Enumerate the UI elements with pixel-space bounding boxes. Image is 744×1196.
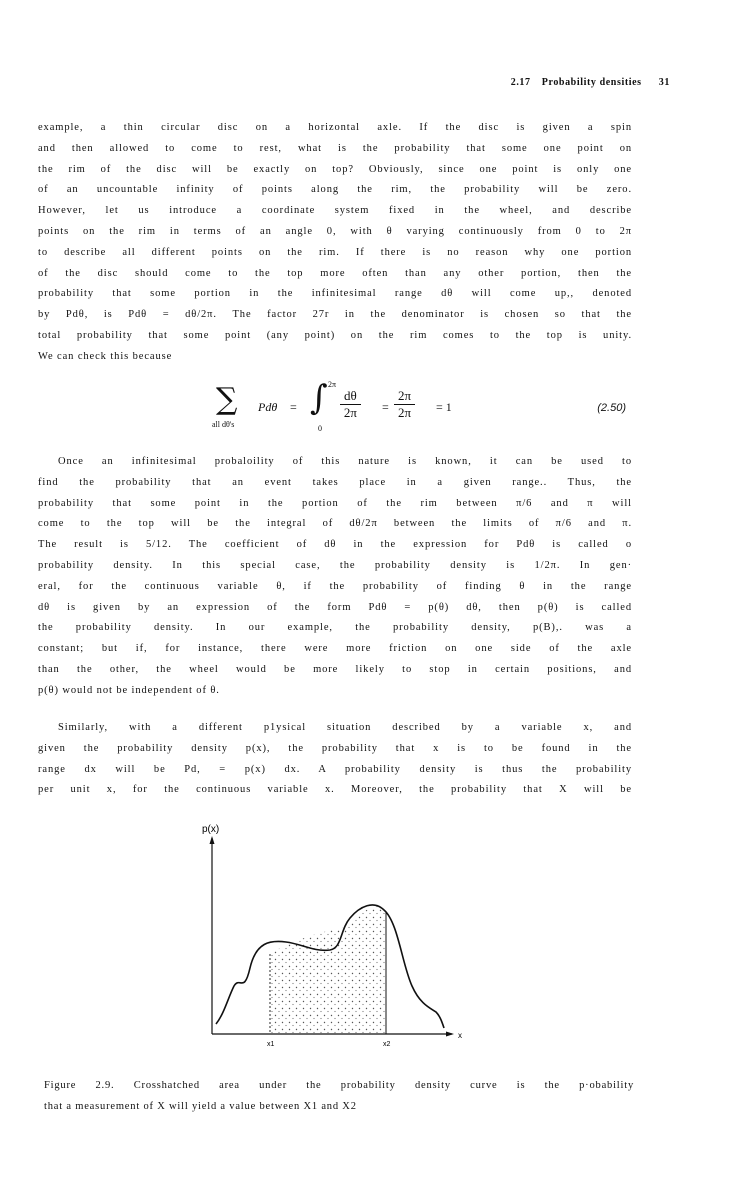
text-line: p(θ) would not be independent of θ. xyxy=(38,684,220,696)
text-line: given the probability density p(x), the probability that x is to be found in the xyxy=(38,742,632,754)
equals-one: = 1 xyxy=(436,400,452,414)
text-line: by Pdθ, is Pdθ = dθ/2π. The factor 27r in the denominator is chosen so that the xyxy=(38,309,632,321)
text-line: the probability density. In our example, the probability density, p(B),. was a xyxy=(38,622,632,634)
text-line: the rim of the disc will be exactly on top? Obviously, since one point is only one xyxy=(38,163,632,175)
equation-2-50 xyxy=(200,380,640,440)
text-line: and then allowed to come to rest, what is the probability that some one point on xyxy=(38,142,632,154)
equals-sign: = xyxy=(290,400,297,414)
page-number: 31 xyxy=(658,77,670,88)
integral-sign: ∫ xyxy=(310,378,328,418)
fraction-dtheta-over-2pi xyxy=(340,388,361,421)
summation-sign: ∑ xyxy=(216,382,238,417)
text-line: We can check this because xyxy=(38,350,173,362)
fraction-2pi-over-2pi xyxy=(394,388,415,421)
text-line: than the other, the wheel would be more likely to stop in certain positions, and xyxy=(38,663,632,675)
probability-density-figure xyxy=(190,818,480,1058)
caption-line: Figure 2.9. Crosshatched area under the probability density curve is the p·obability xyxy=(44,1080,634,1091)
text-line: probability that some portion in the infinitesimal range dθ will come up,, denoted xyxy=(38,288,632,300)
equation-number: (2.50) xyxy=(597,402,626,414)
shaded-area xyxy=(270,906,386,1034)
x-axis-arrowhead xyxy=(446,1032,454,1037)
text-line: of an uncountable infinity of points along the rim, the probability will be zero. xyxy=(38,184,632,196)
text-line: Similarly, with a different p1ysical situation described by a variable x, and xyxy=(58,722,632,733)
x-axis-label: x xyxy=(458,1031,462,1040)
paragraph-probability-density xyxy=(38,452,632,702)
text-line: of the disc should come to the top more often than any other portion, then the xyxy=(38,267,632,279)
text-line: constant; but if, for instance, there were more friction on one side of the axle xyxy=(38,643,632,655)
integral-upper-limit: 2π xyxy=(328,380,337,389)
running-head xyxy=(360,77,670,88)
section-number: 2.17 xyxy=(510,77,531,88)
lhs-term: Pdθ xyxy=(258,400,278,414)
text-line: However, let us introduce a coordinate system fixed in the wheel, and describe xyxy=(38,205,632,217)
fraction-denominator: 2π xyxy=(343,405,357,420)
section-title: Probability densities xyxy=(541,77,642,88)
text-line: eral, for the continuous variable θ, if the probability of finding θ in the range xyxy=(38,580,632,592)
text-line: to describe all different points on the rim. If there is no reason why one portion xyxy=(38,246,632,258)
text-line: example, a thin circular disc on a horizontal axle. If the disc is given a spin xyxy=(38,122,632,133)
fraction-numerator: 2π xyxy=(394,388,415,405)
paragraph-continuous-variable xyxy=(38,718,632,801)
text-line: Once an infinitesimal probaloility of this nature is known, it can be used to xyxy=(58,456,632,467)
y-axis-arrowhead xyxy=(210,836,215,844)
caption-line: that a measurement of X will yield a value between X1 and X2 xyxy=(44,1100,357,1112)
paragraph-disc-example xyxy=(38,118,632,368)
x2-label: x2 xyxy=(383,1041,391,1048)
text-line: range dx will be Pd, = p(x) dx. A probability density is thus the probability xyxy=(38,763,632,775)
text-line: probability that some point in the portion of the rim between π/6 and π will xyxy=(38,497,632,509)
text-line: come to the top will be the integral of dθ/2π between the limits of π/6 and π. xyxy=(38,518,632,530)
x1-label: x1 xyxy=(267,1041,275,1048)
text-line: The result is 5/12. The coefficient of dθ in the expression for Pdθ is called o xyxy=(38,539,632,551)
y-axis-label: p(x) xyxy=(202,824,220,835)
text-line: find the probability that an event takes place in a given range.. Thus, the xyxy=(38,476,632,488)
figure-caption xyxy=(44,1076,634,1118)
text-line: probability density. In this special case, the probability density is 1/2π. In gen· xyxy=(38,559,632,571)
integral-lower-limit: 0 xyxy=(318,424,322,433)
fraction-numerator: dθ xyxy=(340,388,361,405)
equals-sign: = xyxy=(382,400,389,414)
text-line: per unit x, for the continuous variable x. Moreover, the probability that X will be xyxy=(38,784,632,796)
text-line: total probability that some point (any point) on the rim comes to the top is unity. xyxy=(38,329,632,341)
fraction-denominator: 2π xyxy=(398,405,412,420)
text-line: dθ is given by an expression of the form Pdθ = p(θ) dθ, then p(θ) is called xyxy=(38,601,632,613)
sum-subscript: all dθ's xyxy=(212,420,235,429)
text-line: points on the rim in terms of an angle 0, with θ varying continuously from 0 to 2π xyxy=(38,225,632,237)
